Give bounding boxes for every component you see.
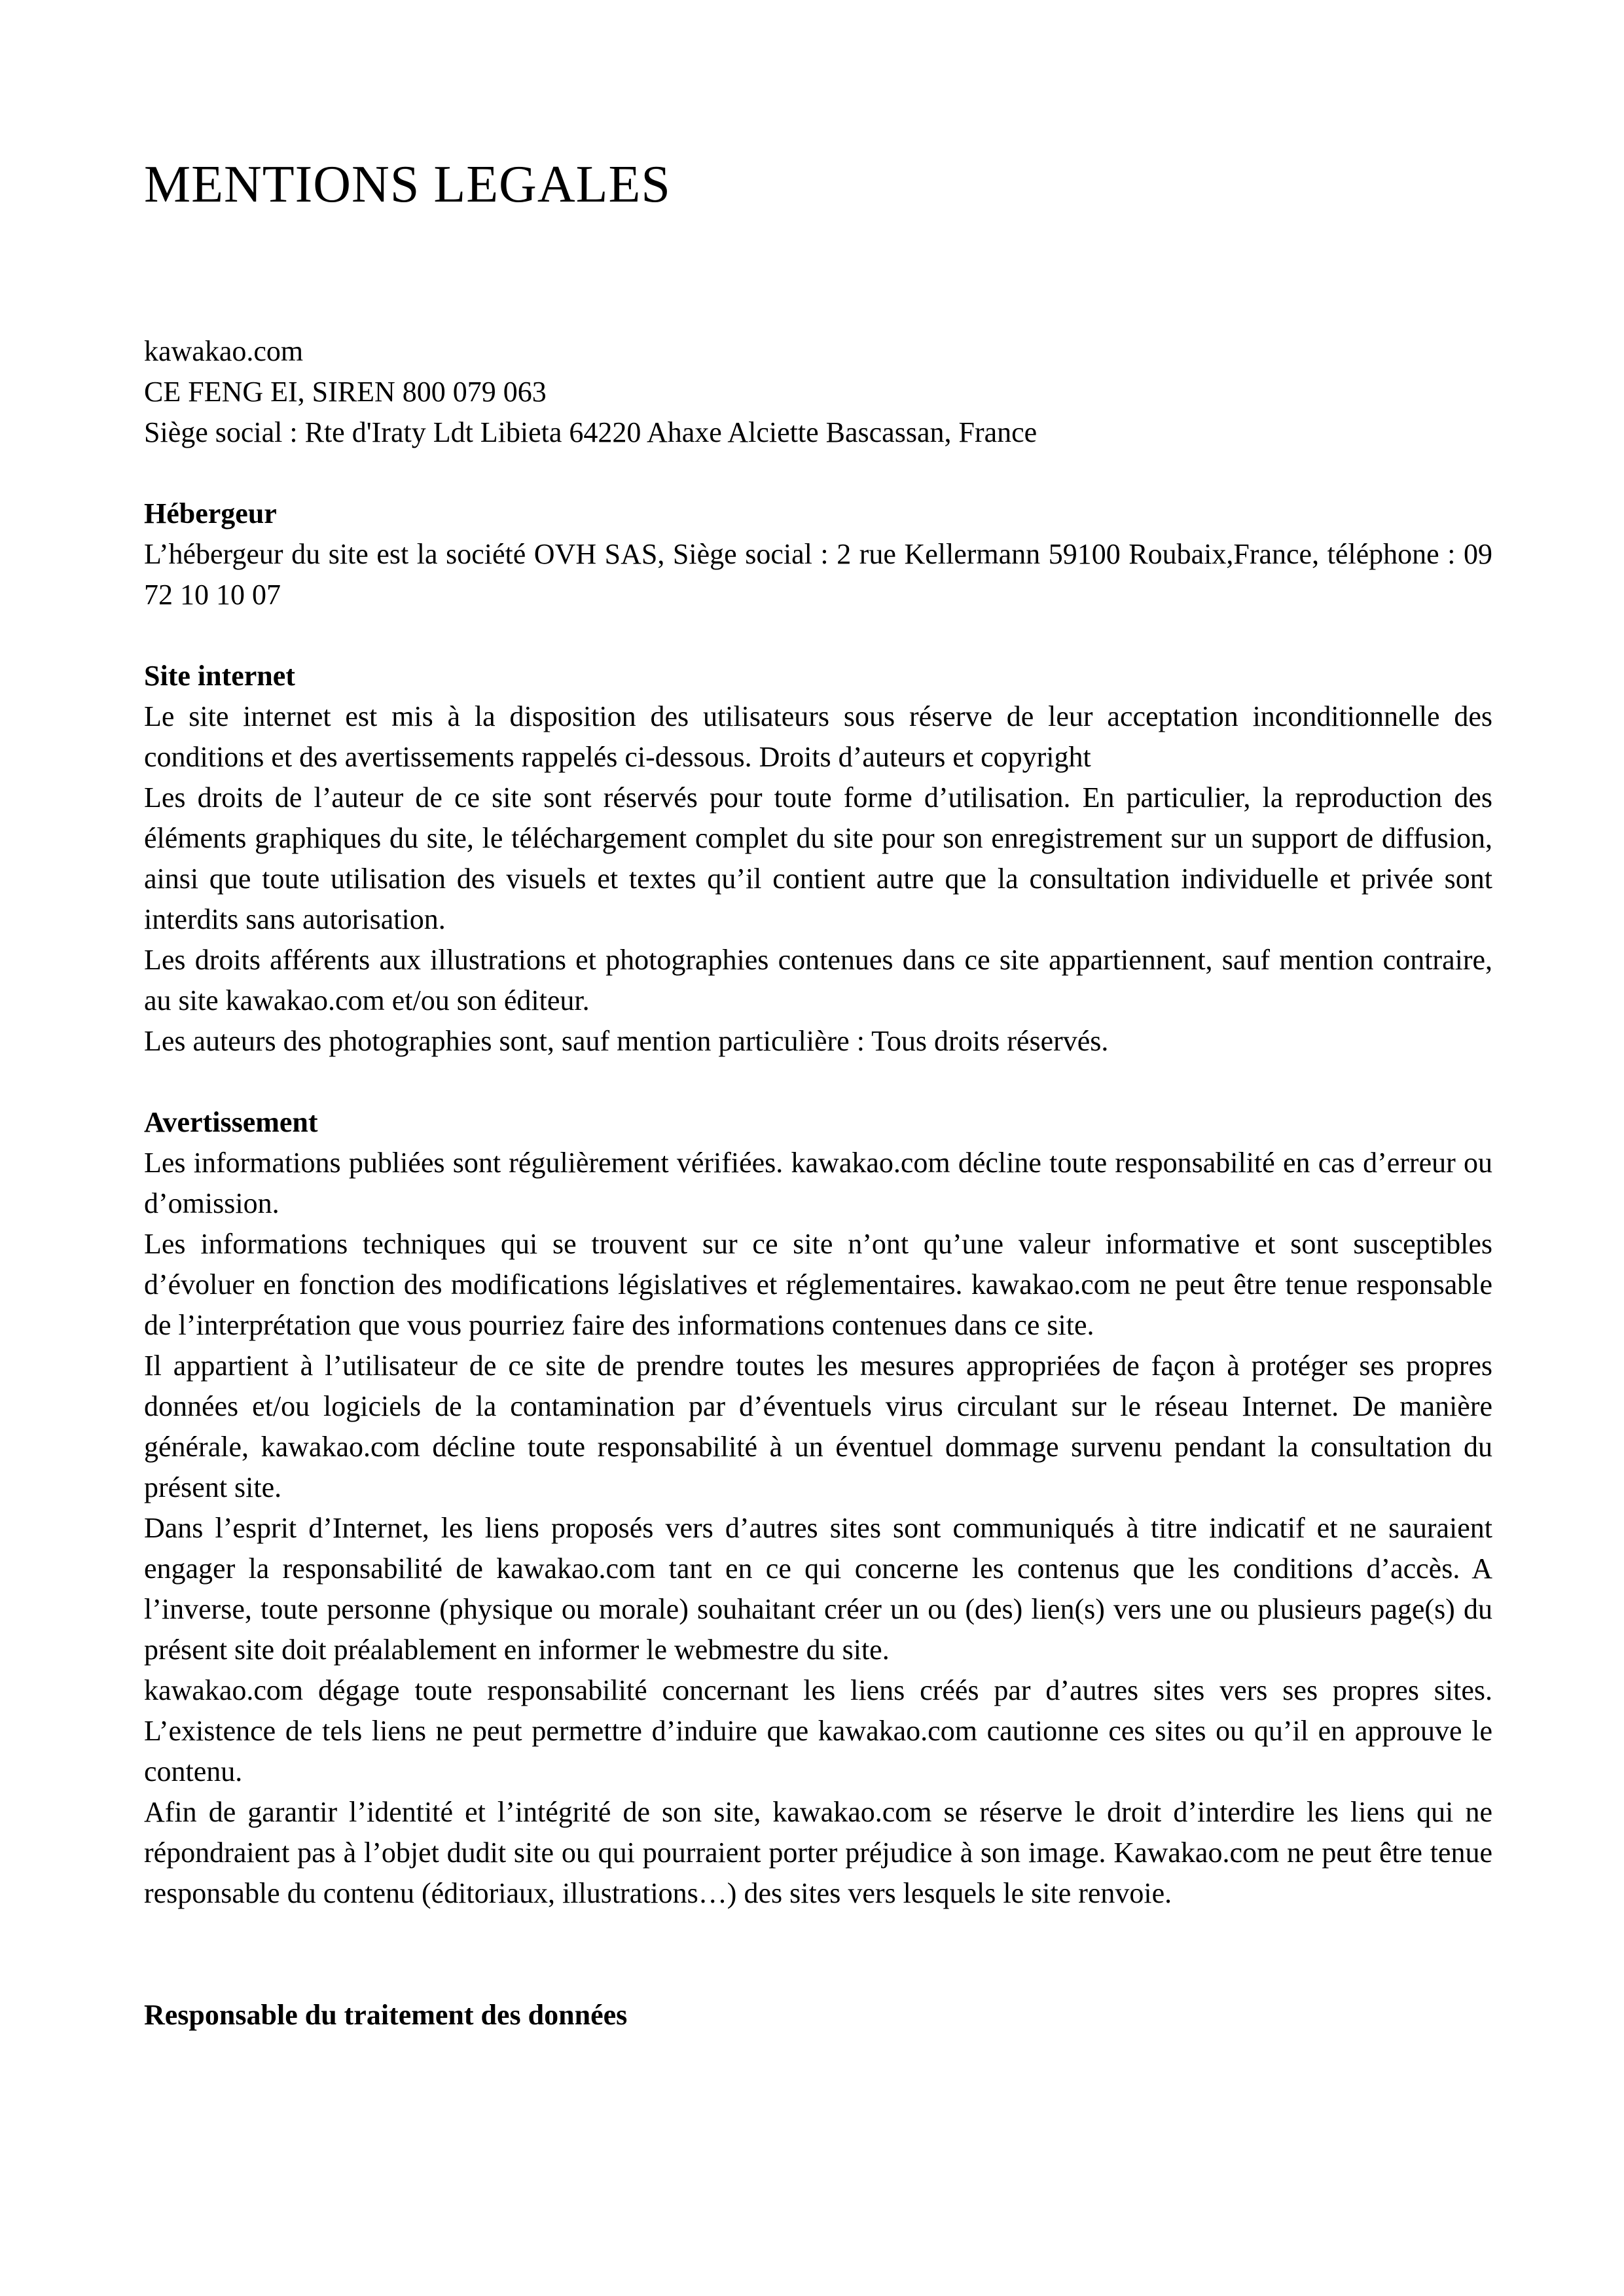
- paragraph: Les auteurs des photographies sont, sauf mention particulière : Tous droits réservés.: [144, 1024, 1109, 1057]
- paragraph: Il appartient à l’utilisateur de ce site de prendre toutes les mesures appropriées de façon à protéger ses propres données et/ou logiciels de la contamination par d’éventuels virus circulant sur le réseau Internet. De manière générale, kawakao.com décline toute responsabilité à un éventuel dommage survenu pendant la consultation du présent site.: [144, 1349, 1492, 1503]
- section-site-internet: [144, 656, 1492, 1062]
- company-site-domain: kawakao.com: [144, 334, 304, 367]
- paragraph: Le site internet est mis à la disposition des utilisateurs sous réserve de leur acceptation inconditionnelle des conditions et des avertissements rappelés ci-dessous. Droits d’auteurs et copyright: [144, 700, 1492, 773]
- section-responsable-traitement-donnees: [144, 1995, 1492, 2036]
- company-info-block: [144, 331, 1492, 453]
- paragraph: Les informations techniques qui se trouvent sur ce site n’ont qu’une valeur informative et sont susceptibles d’évoluer en fonction des modifications législatives et réglementaires. kawakao.com ne peut être tenue responsable de l’interprétation que vous pourriez faire des informations contenues dans ce site.: [144, 1227, 1492, 1341]
- page-title: MENTIONS LEGALES: [144, 156, 671, 213]
- paragraph: kawakao.com dégage toute responsabilité concernant les liens créés par d’autres sites vers ses propres sites. L’existence de tels liens ne peut permettre d’induire que kawakao.com cautionne ces sites ou qu’il en approuve le contenu.: [144, 1674, 1492, 1787]
- paragraph: Dans l’esprit d’Internet, les liens proposés vers d’autres sites sont communiqués à titre indicatif et ne sauraient engager la responsabilité de kawakao.com tant en ce qui concerne les contenus que les conditions d’accès. A l’inverse, toute personne (physique ou morale) souhaitant créer un ou (des) lien(s) vers une ou plusieurs page(s) du présent site doit préalablement en informer le webmestre du site.: [144, 1511, 1492, 1666]
- section-heading-hebergeur: Hébergeur: [144, 497, 277, 529]
- paragraph: L’hébergeur du site est la société OVH SAS, Siège social : 2 rue Kellermann 59100 Roubaix,France, téléphone : 09 72 10 10 07: [144, 537, 1492, 611]
- paragraph: Afin de garantir l’identité et l’intégrité de son site, kawakao.com se réserve le droit d’interdire les liens qui ne répondraient pas à l’objet dudit site ou qui pourraient porter préjudice à son image. Kawakao.com ne peut être tenue responsable du contenu (éditoriaux, illustrations…) des sites vers lesquels le site renvoie.: [144, 1795, 1492, 1909]
- paragraph: Les informations publiées sont régulièrement vérifiées. kawakao.com décline toute responsabilité en cas d’erreur ou d’omission.: [144, 1146, 1492, 1219]
- section-avertissement: [144, 1102, 1492, 1914]
- section-heading-avertissement: Avertissement: [144, 1105, 318, 1138]
- paragraph: Les droits afférents aux illustrations et photographies contenues dans ce site appartiennent, sauf mention contraire, au site kawakao.com et/ou son éditeur.: [144, 943, 1492, 1016]
- section-hebergeur: [144, 493, 1492, 615]
- company-address-line: Siège social : Rte d'Iraty Ldt Libieta 64220 Ahaxe Alciette Bascassan, France: [144, 416, 1038, 448]
- paragraph: Les droits de l’auteur de ce site sont réservés pour toute forme d’utilisation. En particulier, la reproduction des éléments graphiques du site, le téléchargement complet du site pour son enregistrement sur un support de diffusion, ainsi que toute utilisation des visuels et textes qu’il contient autre que la consultation individuelle et privée sont interdits sans autorisation.: [144, 781, 1492, 935]
- section-heading-site-internet: Site internet: [144, 659, 295, 692]
- company-siren-line: CE FENG EI, SIREN 800 079 063: [144, 375, 547, 408]
- section-heading-responsable-traitement-donnees: Responsable du traitement des données: [144, 1998, 628, 2031]
